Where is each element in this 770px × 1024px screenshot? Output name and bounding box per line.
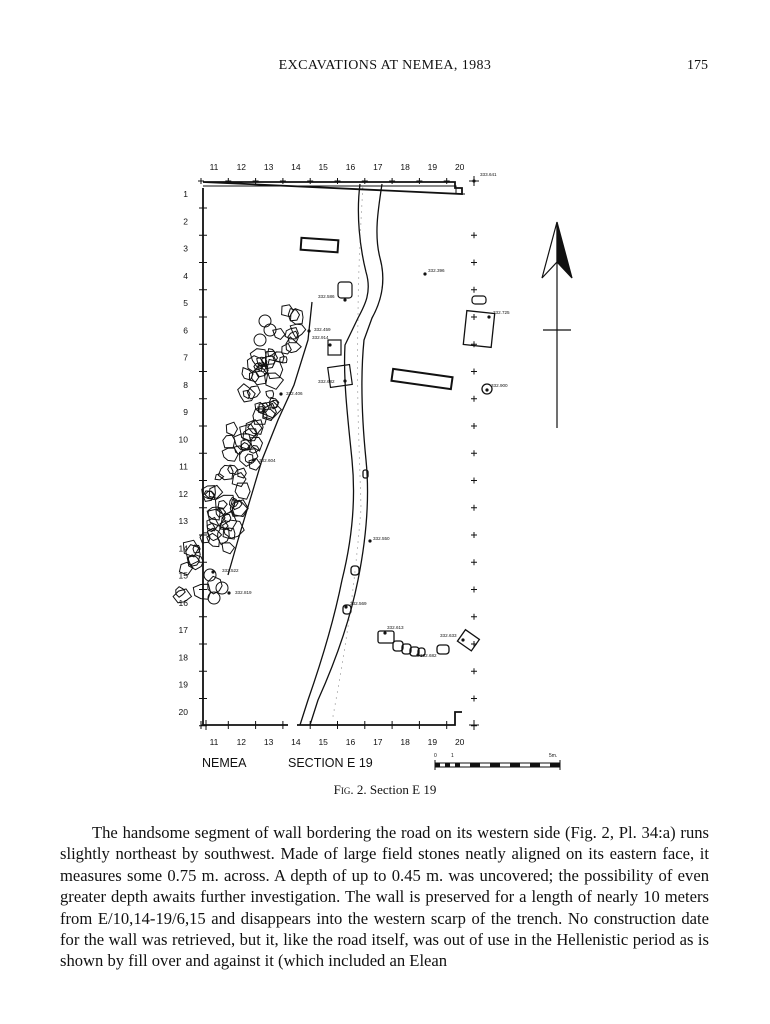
elevation-label: 332.406 <box>286 391 303 396</box>
wall-stone <box>259 315 271 327</box>
left-axis-label: 13 <box>178 516 188 526</box>
scale-segment <box>445 763 450 767</box>
caption-prefix: Fig. <box>333 782 354 797</box>
bottom-axis-label: 14 <box>291 737 301 747</box>
elevation-marker <box>485 388 488 391</box>
bottom-axis-label: 12 <box>236 737 247 747</box>
wall-stone <box>222 448 238 461</box>
elevation-marker <box>227 591 230 594</box>
bottom-axis-label: 15 <box>318 737 328 747</box>
left-axis-label: 2 <box>183 216 188 227</box>
section-label: SECTION E 19 <box>288 756 373 770</box>
top-axis-label: 19 <box>427 162 438 172</box>
top-axis-labels <box>210 162 465 172</box>
elevation-marker <box>343 298 346 301</box>
wall-stone <box>254 334 266 346</box>
elevation-label: 332.914 <box>312 335 329 340</box>
wall-stone <box>226 422 237 435</box>
wall-stone <box>242 368 253 380</box>
elevation-label: 332.586 <box>318 294 335 299</box>
elevation-marker <box>343 379 346 382</box>
elevation-marker <box>279 392 282 395</box>
north-arrow <box>542 222 572 428</box>
top-axis-label: 18 <box>400 162 410 172</box>
road-east-edge <box>310 184 383 725</box>
elevation-label: 332.522 <box>222 568 239 573</box>
road-gravel-stipple <box>333 188 364 717</box>
left-axis-label: 19 <box>178 679 188 690</box>
figure-caption <box>0 782 770 798</box>
scale-segment <box>530 763 540 767</box>
scale-start-label: 0 <box>434 753 437 759</box>
wall-stone <box>286 337 301 353</box>
top-axis-label: 12 <box>236 162 247 172</box>
bottom-axis-label: 13 <box>263 737 274 747</box>
stone-block <box>391 369 452 389</box>
elevation-label: 332.604 <box>259 458 276 463</box>
elevation-label: 333.641 <box>480 172 497 177</box>
bottom-axis-label: 11 <box>209 737 219 747</box>
elevation-marker <box>368 539 371 542</box>
wall-stone <box>215 474 224 480</box>
scale-segment <box>510 763 520 767</box>
elevation-label: 332.725 <box>493 310 510 315</box>
page-number: 175 <box>687 58 708 73</box>
wall-stone <box>282 305 294 317</box>
top-axis-label: 17 <box>373 162 383 172</box>
running-title: EXCAVATIONS AT NEMEA, 1983 <box>278 58 492 73</box>
stone-block <box>338 282 352 298</box>
left-axis-label: 5 <box>183 298 188 308</box>
left-axis-label: 6 <box>183 325 188 336</box>
elevation-label: 332.682 <box>318 379 335 384</box>
elevation-marker <box>211 570 214 573</box>
paragraph: The handsome segment of wall bordering the road on its western side (Fig. 2, Pl. 34:a) runs slightly northeast by southwest. Made of large field stones neatly aligned on its eastern face, it measures some 0.75 m. across. A depth of up to 0.45 m. was uncovered; the possibility of even greater depth awaits further investigation. The wall is preserved for a length of nearly 10 meters from E/10,14-19/6,15 and disappears into the western scarp of the trench. No construction date for the wall was retrieved, but it, like the road itself, was out of use in the Hellenistic period as is shown by fill over and against it (which included an Elean <box>60 823 709 971</box>
left-axis-label: 17 <box>178 625 188 635</box>
top-axis-label: 13 <box>263 162 274 172</box>
elevation-marker <box>307 329 310 332</box>
scale-segment <box>455 763 460 767</box>
wall-stone <box>235 483 250 499</box>
left-axis-label: 1 <box>183 189 188 199</box>
elevation-label: 332.819 <box>235 590 252 595</box>
stone-block <box>328 340 341 355</box>
stone-wall <box>173 305 306 604</box>
bottom-axis-label: 19 <box>427 737 438 747</box>
stone-block <box>457 630 479 651</box>
wall-stone <box>266 391 274 398</box>
elevation-marker <box>461 638 464 641</box>
scale-segment <box>470 763 480 767</box>
left-axis-label: 9 <box>183 407 188 417</box>
wall-stone <box>218 501 227 509</box>
scale-one-label: 1 <box>451 753 454 759</box>
site-label: NEMEA <box>202 756 247 770</box>
bottom-axis-labels <box>210 737 465 747</box>
elevation-label: 332.633 <box>440 633 457 638</box>
top-axis-label: 11 <box>209 162 219 172</box>
elevation-marker <box>472 179 475 182</box>
wall-stone <box>218 465 233 479</box>
stone-block <box>328 365 353 388</box>
left-axis-label: 10 <box>178 434 188 445</box>
elevation-marker <box>487 315 490 318</box>
left-axis-label: 15 <box>178 570 188 581</box>
left-axis-label: 18 <box>178 652 188 663</box>
bottom-axis-label: 18 <box>400 737 410 747</box>
wall-stone <box>222 543 235 554</box>
scale-segment <box>550 763 560 767</box>
stone-block <box>472 296 486 304</box>
elevation-marker <box>344 605 347 608</box>
road-west-edge <box>300 184 368 725</box>
caption-text: 2. Section E 19 <box>353 782 437 797</box>
elevation-label: 332.459 <box>314 327 331 332</box>
left-axis-label: 7 <box>183 352 188 363</box>
scale-end-label: 5m. <box>549 753 558 759</box>
left-axis-label: 12 <box>178 488 188 499</box>
wall-stone <box>240 449 258 467</box>
bottom-axis-label: 17 <box>373 737 383 747</box>
wall-stone <box>223 435 235 448</box>
elevation-label: 332.569 <box>350 601 367 606</box>
top-axis-label: 15 <box>318 162 328 172</box>
scale-segment <box>435 763 440 767</box>
elevation-marker <box>252 458 255 461</box>
left-axis-label: 8 <box>183 379 188 390</box>
trench-outline <box>203 182 462 725</box>
elevation-marker <box>328 343 331 346</box>
elevation-label: 332.550 <box>373 536 390 541</box>
stone-block <box>301 238 339 253</box>
elevation-label: 332.900 <box>491 383 508 388</box>
body-text <box>60 822 709 972</box>
bottom-axis-label: 20 <box>454 737 465 747</box>
left-axis-label: 14 <box>178 543 188 554</box>
elevation-marker <box>423 272 426 275</box>
elevation-label: 332.396 <box>428 268 445 273</box>
left-axis-label: 20 <box>178 706 188 717</box>
left-axis-label: 16 <box>178 597 188 608</box>
scale-segment <box>490 763 500 767</box>
elevation-label: 332.682 <box>420 653 437 658</box>
top-axis-label: 14 <box>291 162 301 172</box>
left-axis-labels <box>179 189 189 717</box>
elevation-marker <box>383 631 386 634</box>
scale-bar <box>434 753 560 770</box>
left-axis-label: 11 <box>179 461 188 472</box>
top-axis-label: 16 <box>345 162 356 172</box>
wall-stone <box>232 473 246 487</box>
elevation-label: 332.613 <box>387 625 404 630</box>
left-axis-label: 3 <box>183 243 188 254</box>
top-axis-label: 20 <box>454 162 465 172</box>
left-axis-label: 4 <box>183 270 188 281</box>
bottom-axis-label: 16 <box>345 737 356 747</box>
